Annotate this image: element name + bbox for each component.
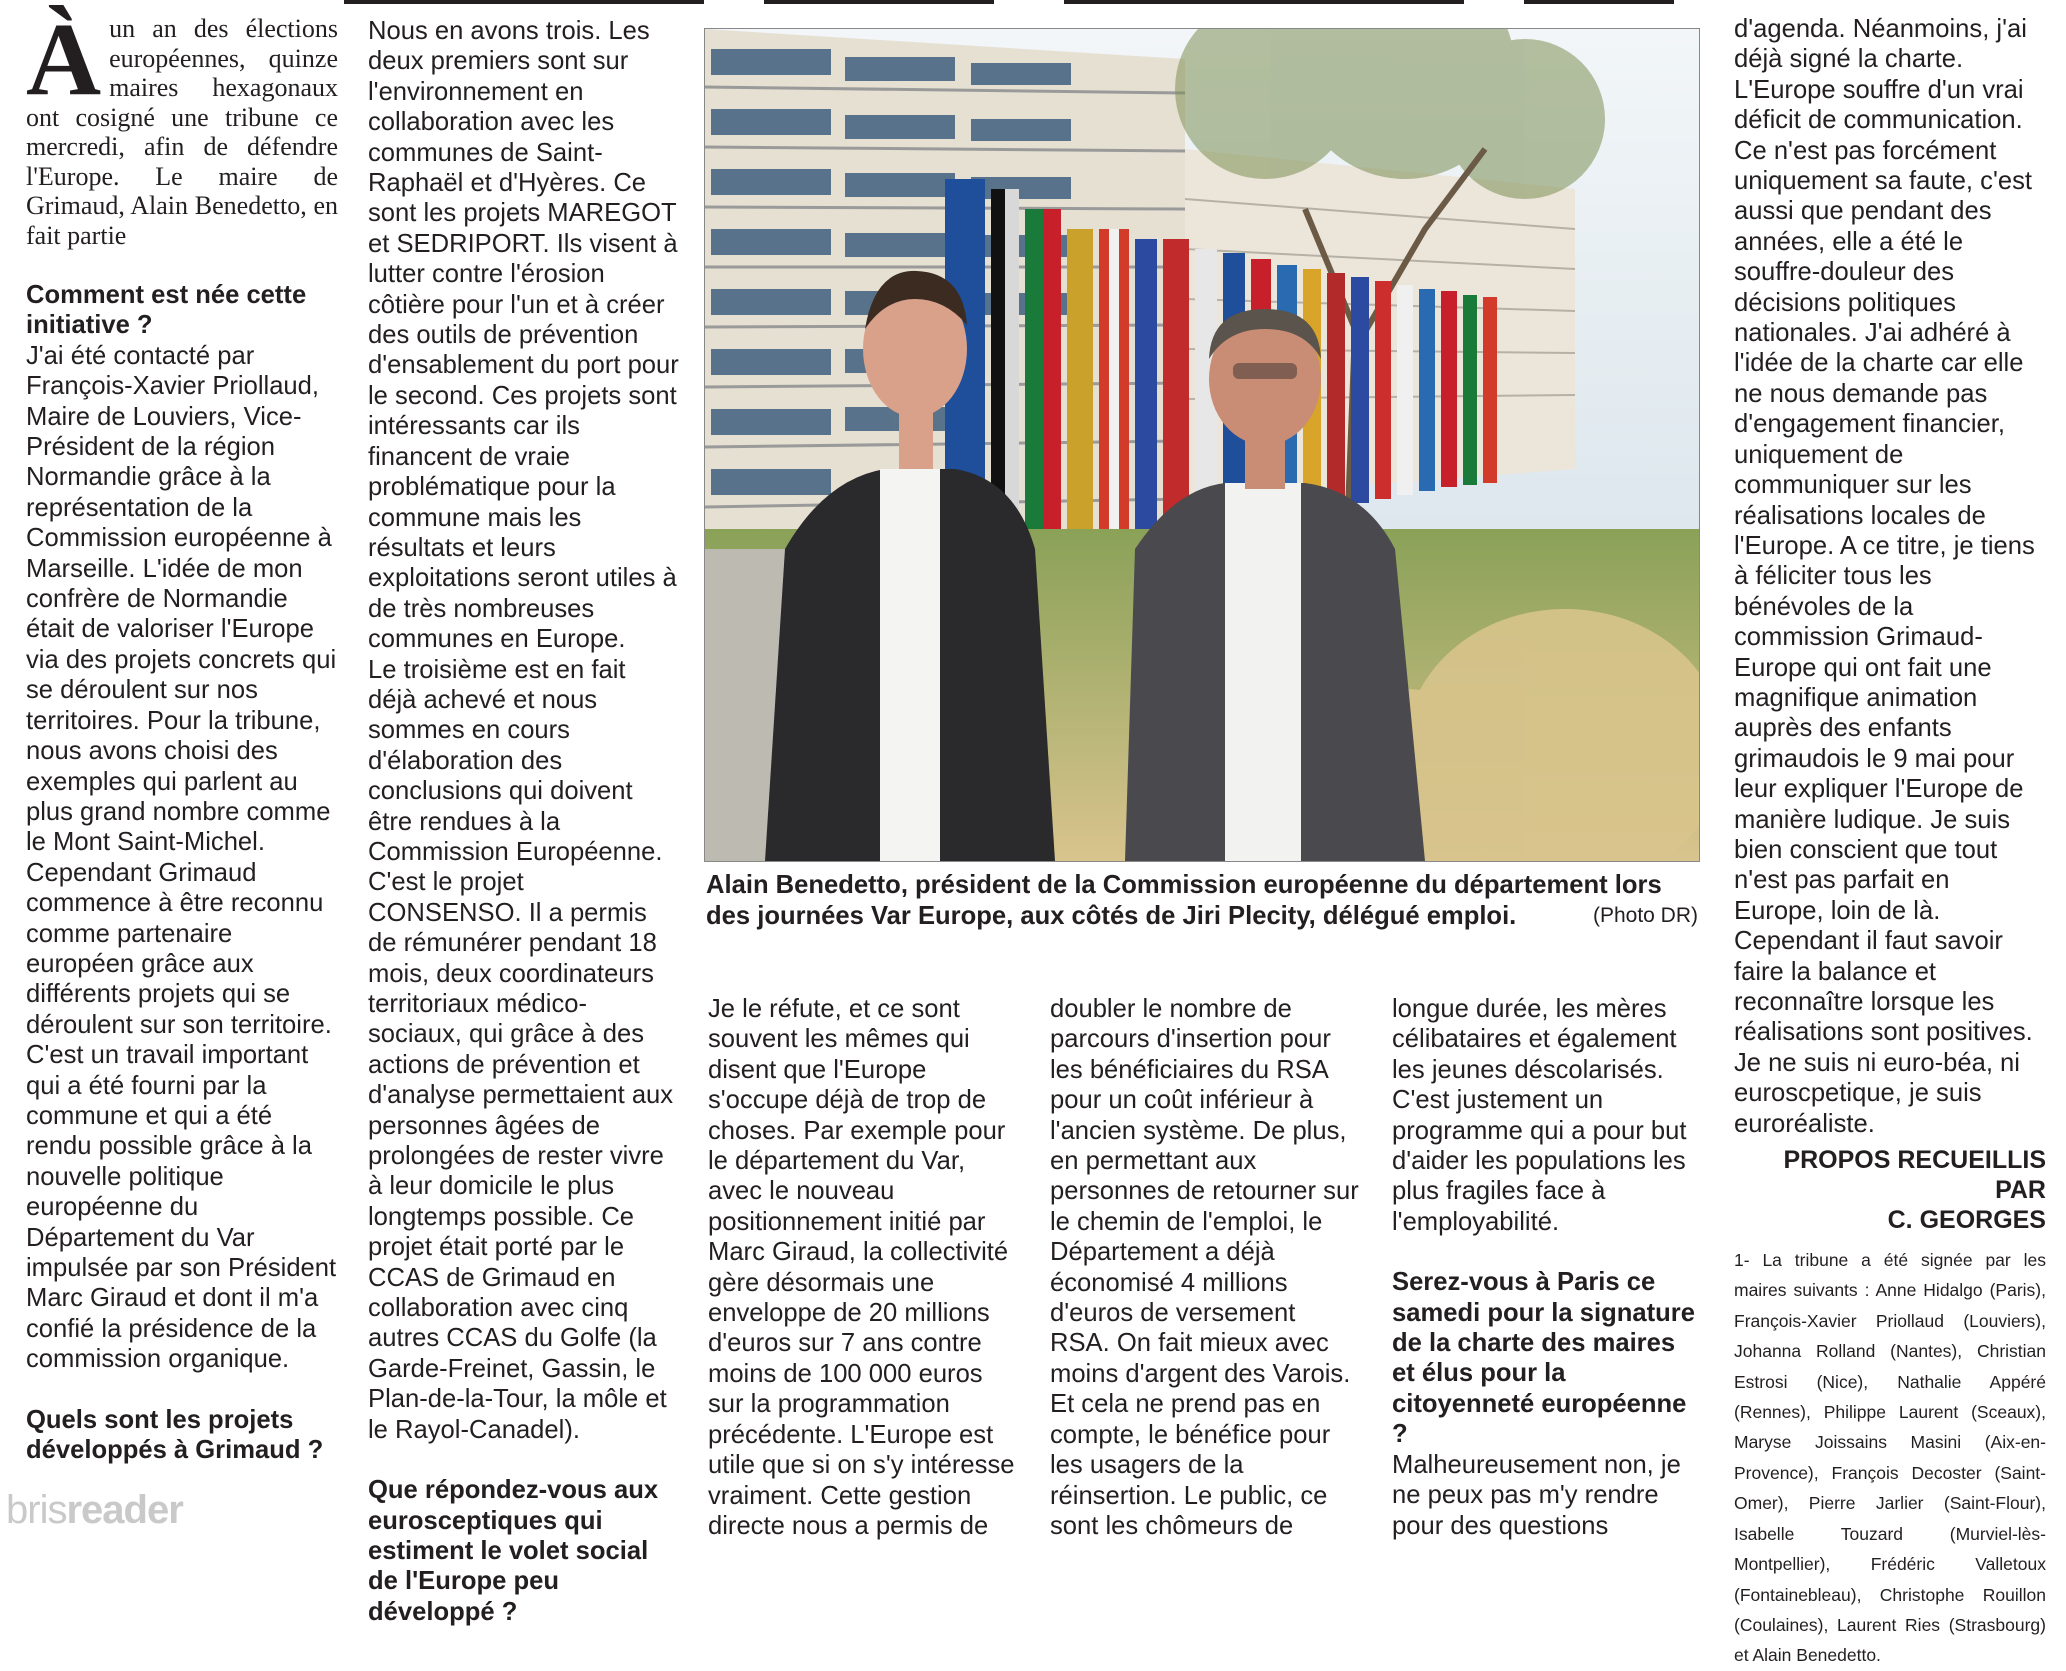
caption-text: Alain Benedetto, président de la Commission européenne du département lors des journées Var Europe, aux côtés de Jiri Plecity, délégué emploi. (706, 871, 1662, 930)
question-2: Quels sont les projets développés à Grimaud ? (26, 1405, 324, 1465)
question-1: Comment est née cette initiative ? (26, 281, 307, 340)
question-4: Serez-vous à Paris ce samedi pour la signature de la charte des maires et élus pour la citoyenneté européenne ? (1392, 1268, 1695, 1449)
column-7 (1734, 14, 2046, 1671)
answer-3-part-1: Je le réfute, et ce sont souvent les mêmes qui disent que l'Europe s'occupe déjà de trop de choses. Par exemple pour le département du Var, avec le nouveau positionnement initié par Marc Giraud, la collectivité gère désormais une enveloppe de 20 millions d'euros sur 7 ans contre moins de 100 000 euros sur la programmation précédente. L'Europe est utile que si on s'y intéresse vraiment. Cette gestion directe nous a permis de (708, 995, 1015, 1540)
column-1 (26, 2, 338, 1465)
column-5 (1050, 994, 1362, 1541)
answer-2-part-2: Le troisième est en fait déjà achevé et nous sommes en cours d'élaboration des conclusions qui doivent être rendues à la Commission Européenne. C'est le projet CONSENSO. Il a permis de rémunérer pendant 18 mois, deux coordinateurs territoriaux médico-sociaux, qui grâce à des actions de prévention et d'analyse permettaient aux personnes âgées de prolongées de rester vivre à leur domicile le plus longtemps possible. Ce projet était porté par le CCAS de Grimaud en collaboration avec cinq autres CCAS du Golfe (la Garde-Freinet, Gassin, le Plan-de-la-Tour, la môle et le Rayol-Canadel). (368, 655, 674, 1444)
cropped-headline-strip (344, 0, 1674, 8)
byline-line-1: PROPOS RECUEILLIS PAR (1783, 1146, 2046, 1205)
article-photo (704, 28, 1700, 862)
photo-credit: (Photo DR) (1592, 903, 1698, 927)
intro-text: un an des élections européennes, quinze maires hexagonaux ont cosigné une tribune ce mercredi, afin de défendre l'Europe. Le maire de Grimaud, Alain Benedetto, en fait partie (26, 14, 338, 250)
answer-4-part-1: Malheureusement non, je ne peux pas m'y rendre pour des questions (1392, 1450, 1681, 1540)
photo-illustration (705, 29, 1699, 861)
question-3: Que répondez-vous aux eurosceptiques qui estiment le volet social de l'Europe peu développé ? (368, 1476, 659, 1626)
byline (1734, 1145, 2046, 1235)
drop-cap: À (26, 2, 102, 117)
answer-1: J'ai été contacté par François-Xavier Priollaud, Maire de Louviers, Vice-Président de la région Normandie grâce à la représentation de la Commission européenne à Marseille. L'idée de mon confrère de Normandie était de valoriser l'Europe via des projets concrets qui se déroulent sur nos territoires. Pour la tribune, nous avons choisi des exemples qui parlent au plus grand nombre comme le Mont Saint-Michel. Cependant Grimaud commence à être reconnu comme partenaire européen grâce aux différents projets qui se déroulent sur son territoire. C'est un travail important qui a été fourni par la commune et qui a été rendu possible grâce à la nouvelle politique européenne du Département du Var impulsée par son Président Marc Giraud et dont il m'a confié la présidence de la commission organique. (26, 341, 337, 1374)
column-4 (708, 994, 1020, 1541)
answer-3-part-4: C'est justement un programme qui a pour but d'aider les populations les plus fragiles face à l'employabilité. (1392, 1086, 1687, 1236)
byline-line-2: C. GEORGES (1887, 1206, 2046, 1235)
answer-2-part-1: Nous en avons trois. Les deux premiers sont sur l'environnement en collaboration avec les communes de Saint-Raphaël et d'Hyères. Ce sont les projets MAREGOT et SEDRIPORT. Ils visent à lutter contre l'érosion côtière pour l'un et à créer des outils de prévention d'ensablement du port pour le second. Ces projets sont intéressants car ils financent de vraie problématique pour la commune mais les résultats et leurs exploitations seront utiles à de très nombreuses communes en Europe. (368, 17, 679, 654)
column-2 (368, 16, 680, 1627)
watermark-logo: brisreader (6, 1488, 183, 1532)
answer-3-part-3: longue durée, les mères célibataires et également les jeunes déscolarisés. (1392, 995, 1677, 1084)
intro-paragraph (26, 2, 338, 250)
footnote: 1- La tribune a été signée par les maires suivants : Anne Hidalgo (Paris), François-Xavier Priollaud (Louviers), Johanna Rolland (Nantes), Christian Estrosi (Nice), Nathalie Appéré (Rennes), Philippe Laurent (Sceaux), Maryse Joissains Masini (Aix-en-Provence), François Decoster (Saint-Omer), Pierre Jarlier (Saint-Flour), Isabelle Touzard (Murviel-lès-Montpellier), Frédéric Valletoux (Fontainebleau), Christophe Rouillon (Coulaines), Laurent Ries (Strasbourg) et Alain Benedetto. (1734, 1250, 2046, 1666)
answer-3-part-2: doubler le nombre de parcours d'insertion pour les bénéficiaires du RSA pour un coût inférieur à l'ancien système. De plus, en permettant aux personnes de retourner sur le chemin de l'emploi, le Département a déjà économisé 4 millions d'euros de versement RSA. On fait mieux avec moins d'argent des Varois. Et cela ne prend pas en compte, le bénéfice pour les usagers de la réinsertion. Le public, ce sont les chômeurs de (1050, 995, 1359, 1540)
answer-4-part-2: d'agenda. Néanmoins, j'ai déjà signé la charte. L'Europe souffre d'un vrai déficit de communication. Ce n'est pas forcément uniquement sa faute, c'est aussi que pendant des années, elle a été le souffre-douleur des décisions politiques nationales. J'ai adhéré à l'idée de la charte car elle ne nous demande pas d'engagement financier, uniquement de communiquer sur les réalisations locales de l'Europe. A ce titre, je tiens à féliciter tous les bénévoles de la commission Grimaud-Europe qui ont fait une magnifique animation auprès des enfants grimaudois le 9 mai pour leur expliquer l'Europe de manière ludique. Je suis bien conscient que tout n'est pas parfait en Europe, loin de là. Cependant il faut savoir faire la balance et reconnaître lorsque les réalisations sont positives. Je ne suis ni euro-béa, ni euroscpetique, je suis euroréaliste. (1734, 15, 2035, 1138)
photo-caption (706, 870, 1698, 931)
column-6 (1392, 994, 1698, 1541)
